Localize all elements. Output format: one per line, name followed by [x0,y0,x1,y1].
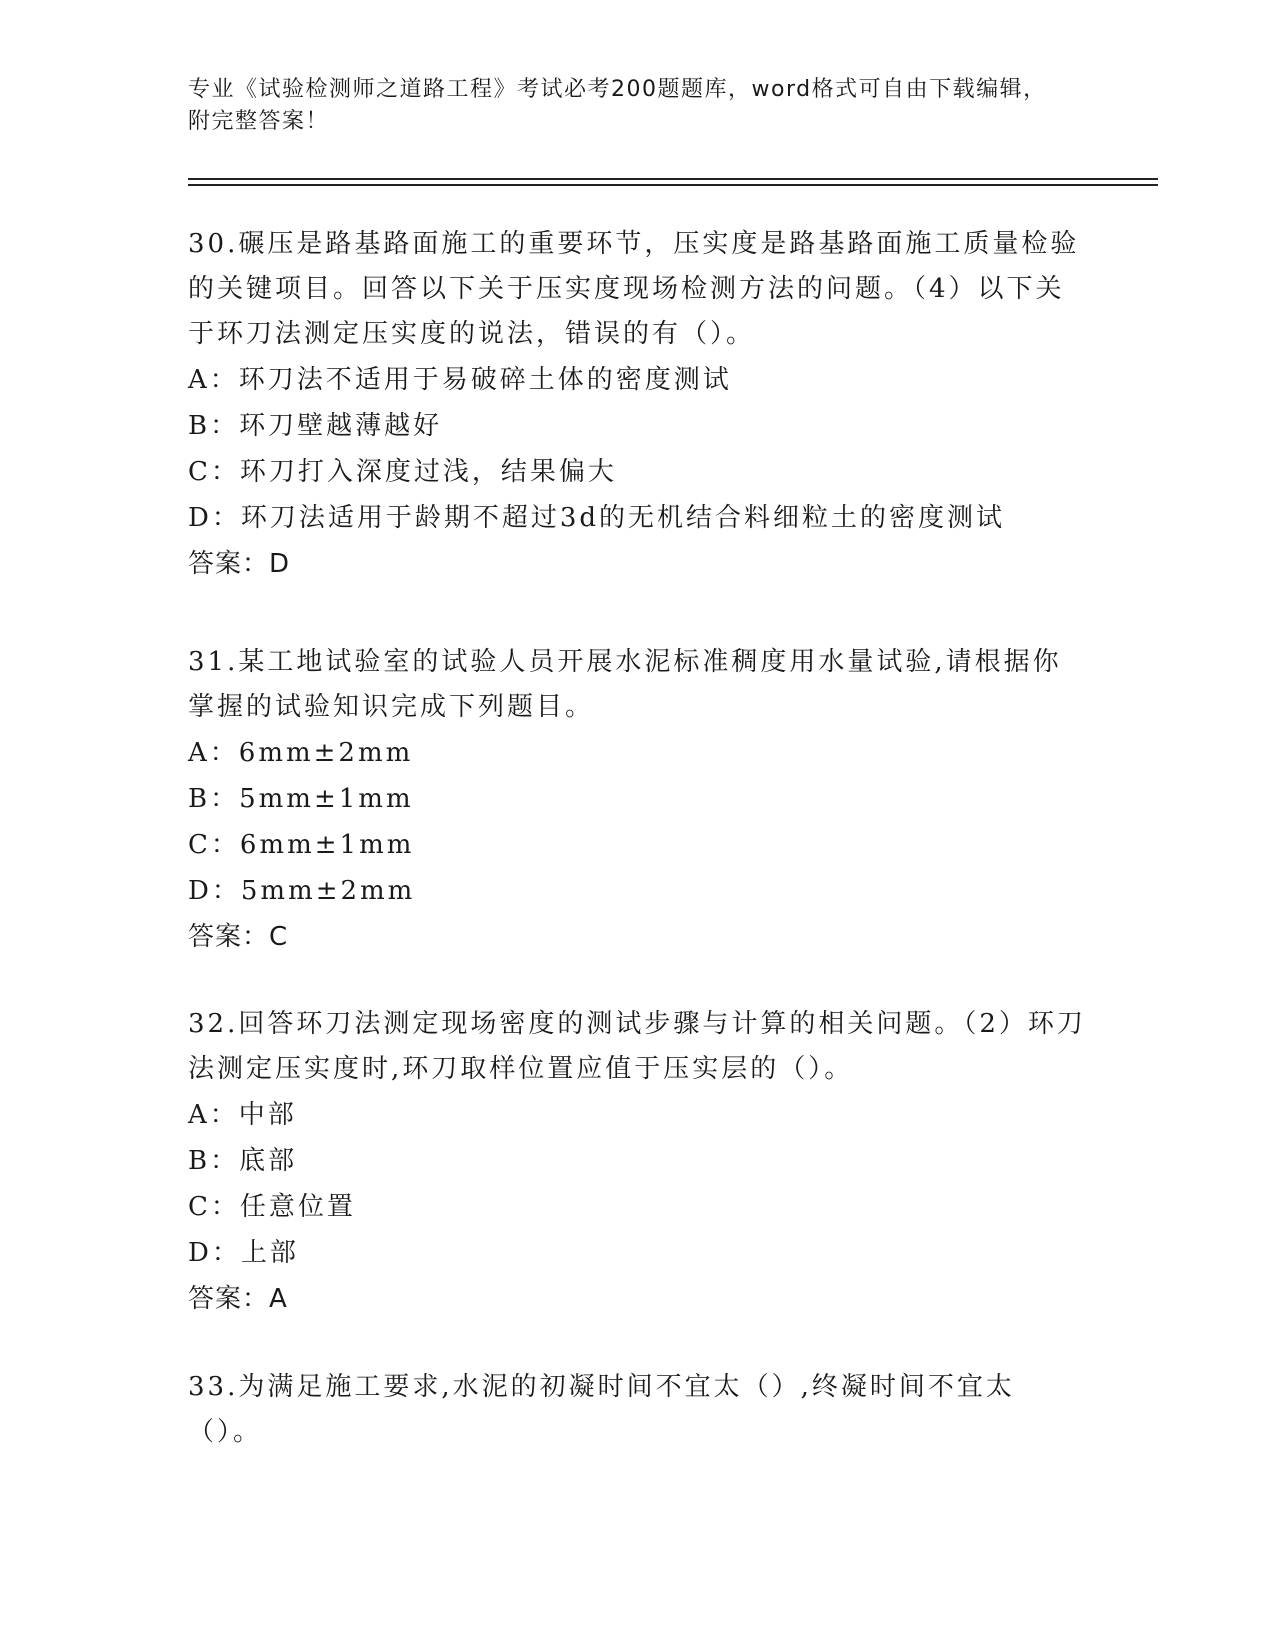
option-a: A：中部 [188,1100,297,1130]
option-d: D：5mm±2mm [188,876,416,906]
option-b: B：环刀壁越薄越好 [188,411,443,441]
question-32 [188,1002,1088,1322]
answer-label: 答案：C [188,922,289,952]
document-header-intro: 专业《试验检测师之道路工程》考试必考200题题库，word格式可自由下载编辑，附完整答案！ [188,77,1047,134]
option-a: A：环刀法不适用于易破碎土体的密度测试 [188,365,732,395]
answer-label: 答案：D [188,549,291,579]
answer-label: 答案：A [188,1284,288,1314]
question-31 [188,640,1088,960]
option-b: B：底部 [188,1146,298,1176]
question-stem: 30.碾压是路基路面施工的重要环节，压实度是路基路面施工质量检验的关键项目。回答以下关于压实度现场检测方法的问题。（4）以下关于环刀法测定压实度的说法，错误的有（）。 [188,229,1080,349]
option-c: C：任意位置 [188,1192,356,1222]
option-c: C：环刀打入深度过浅，结果偏大 [188,457,617,487]
option-a: A：6mm±2mm [188,738,414,768]
option-b: B：5mm±1mm [188,784,414,814]
question-33 [188,1365,1088,1455]
header-divider-bottom [188,184,1158,186]
header-divider-top [188,178,1158,180]
question-stem: 33.为满足施工要求,水泥的初凝时间不宜太（）,终凝时间不宜太（）。 [188,1372,1015,1447]
option-d: D：环刀法适用于龄期不超过3d的无机结合料细粒土的密度测试 [188,503,1006,533]
option-c: C：6mm±1mm [188,830,415,860]
option-d: D：上部 [188,1238,299,1268]
question-stem: 32.回答环刀法测定现场密度的测试步骤与计算的相关问题。（2）环刀法测定压实度时,环刀取样位置应值于压实层的（）。 [188,1009,1086,1084]
question-30 [188,222,1088,587]
question-stem: 31.某工地试验室的试验人员开展水泥标准稠度用水量试验,请根据你掌握的试验知识完成下列题目。 [188,647,1062,722]
